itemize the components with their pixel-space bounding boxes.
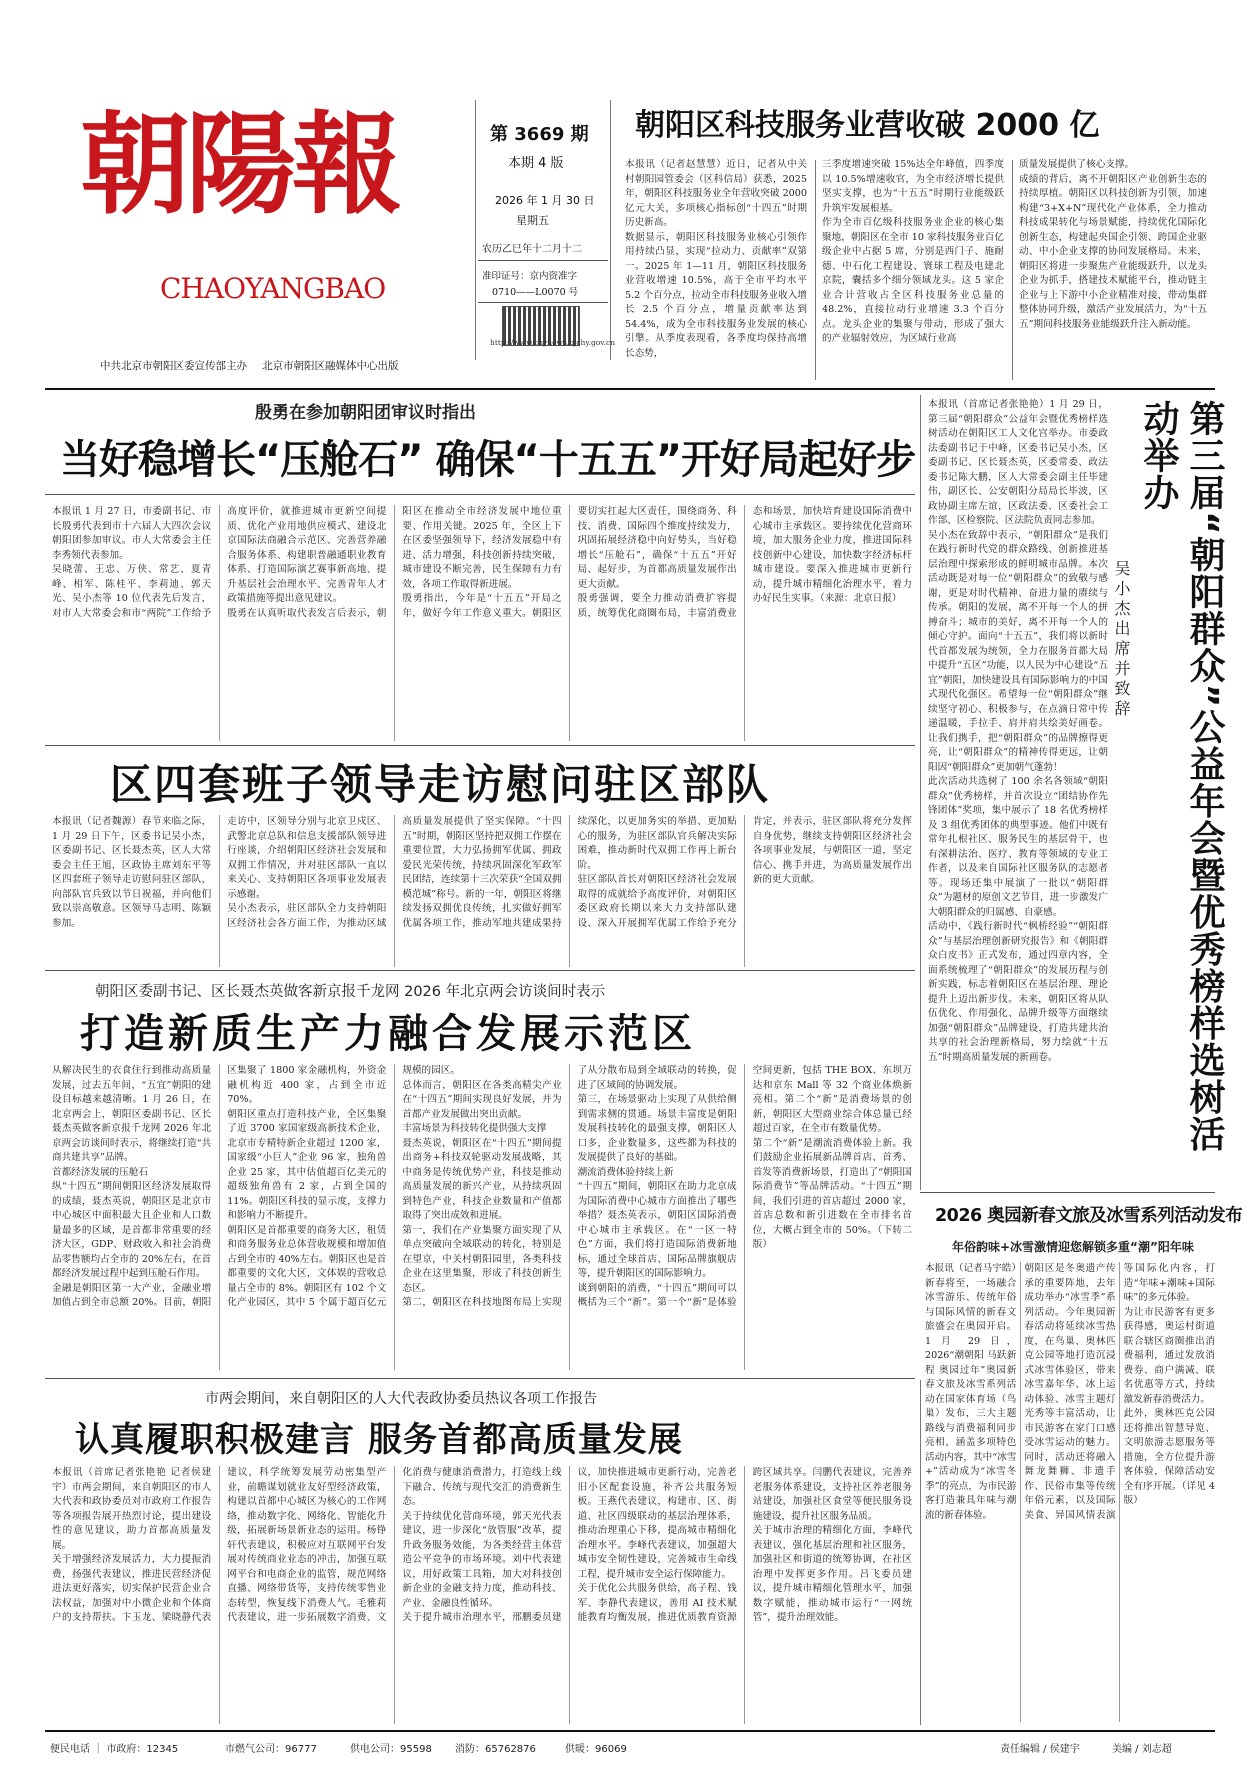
footer-hotline: 供电公司：95598 bbox=[350, 1744, 432, 1755]
story5-headline: 2026 奥园新春文旅及冰雪系列活动发布 bbox=[935, 1206, 1243, 1226]
newspaper-logo-latin: CHAOYANGBAO bbox=[160, 272, 386, 305]
story6-kicker: 市两会期间，来自朝阳区的人大代表政协委员热议各项工作报告 bbox=[205, 1391, 597, 1407]
edition-count: 本期 4 版 bbox=[508, 156, 564, 171]
story2-kicker: 殷勇在参加朝阳团审议时指出 bbox=[255, 403, 476, 423]
issue-number: 第 3669 期 bbox=[490, 124, 589, 145]
story3-headline: 区四套班子领导走访慰问驻区部队 bbox=[110, 760, 771, 809]
masthead bbox=[50, 40, 595, 340]
website-url[interactable]: http://www.chynews.bjchy.gov.cn bbox=[490, 338, 616, 347]
story3-body: 本报讯（记者魏源）春节来临之际，1 月 29 日下午，区委书记吴小杰，区委副书记、区长聂杰英，区人大常委会主任王旭，区政协主席刘东平等区四套班子领导走访慰问驻区部队，向部队官兵致以节日祝福，并向他们致以崇高敬意。区领导马志明、陈颖参加。 走访中，区领导分别与北京卫戍区、武警北京总队和信息支援部队领导进行座谈，介绍朝阳区经济社会发展和双拥工作情况，并对驻区部队一直以来关心、支持朝阳区各项事业发展表示感谢。 吴小杰表示，驻区部队全力支持朝阳区经济社会各方面工作，为推动区域高质量发展提供了坚实保障。“十四五”时期，朝阳区坚持把双拥工作摆在重要位置，大力弘扬拥军优属、拥政爱民光荣传统，持续巩固深化军政军民团结，连续第十三次荣获“全国双拥模范城”称号。新的一年，朝阳区将继续发扬双拥优良传统，扎实做好拥军优属各项工作，推动军地共建成果持续深化，以更加务实的举措、更加贴心的服务，为驻区部队官兵解决实际困难，推动新时代双拥工作再上新台阶。 驻区部队首长对朝阳区经济社会发展取得的成就给予高度评价，对朝阳区委区政府长期以来大力支持部队建设、深入开展拥军优属工作给予充分肯定，并表示，驻区部队将充分发挥自身优势，继续支持朝阳区经济社会各项事业发展，与朝阳区一道，坚定信心、携手并进，为高质量发展作出新的更大贡献。 bbox=[52, 816, 912, 929]
story6-body: 本报讯（首席记者张艳艳 记者侯建宇）市两会期间，来自朝阳区的市人大代表和政协委员对市政府工作报告等各项报告展开热烈讨论，提出建设性的意见建议，助力首都高质量发展。 关于增强经济发展活力，大力提振消费，扬强代表建议，推进民营经济促进法更好落实，切实保护民营企业合法权益，加强对中小微企业和个体商户的支持帮扶。卞玉龙、梁晓静代表建议，科学统筹发展劳动密集型产业，前瞻谋划就业友好型经济政策，构建以首都中心城区为核心的工作网络，推动数字化、网络化、智能化升级，拓展新场景新业态的运用。杨铮轩代表建议，积极应对互联网平台发展对传统商业业态的冲击，加强互联网平台和电商企业的监管，规范网络直播、网络带货等，支持传统零售业态转型，恢复线下消费人气。毛雅莉代表建议，进一步拓展数字消费、文化消费与健康消费潜力，打造线上线下融合、传统与现代交汇的消费新生态。 关于持续优化营商环境，郭天光代表建议，进一步深化“放管服”改革，提升政务服务效能，为各类经营主体营造公平竞争的市场环境。刘中代表建议，用好政策工具箱，加大对科技创新企业的金融支持力度，推动科技、产业、金融良性循环。 关于提升城市治理水平，邢鹏委员建议，加快推进城市更新行动，完善老旧小区配套设施，补齐公共服务短板。王燕代表建议，构建市、区、街道、社区四级联动的基层治理体系，推动治理重心下移，提高城市精细化治理水平。李峰代表建议，加强超大城市安全韧性建设，完善城市生命线工程，提升城市安全运行保障能力。 关于优化公共服务供给，高子程、钱军、李静代表建议，善用 AI 技术赋能教育均衡发展，推进优质教育资源跨区域共享。闫鹏代表建议，完善养老服务体系建设，支持社区养老服务站建设，加强社区食堂等便民服务设施建设，提升社区服务品质。 关于城市治理的精细化方面，李峰代表建议，强化基层治理和社区服务，加强社区和街道的统筹协调，在社区治理中发挥更多作用。吕飞委员建议，提升城市精细化管理水平，加强数字赋能，推动城市运行“一网统管”，提升治理效能。 bbox=[52, 1467, 912, 1623]
footer-editor: 责任编辑 / 侯建宇 bbox=[1000, 1744, 1080, 1755]
newspaper-logo: 朝陽報 bbox=[80, 100, 398, 229]
story4-body: 从解决民生的衣食住行到推动高质量发展，过去五年间，“五宜”朝阳的建设目标越来越清晰。1 月 26 日，在北京两会上，朝阳区委副书记、区长聂杰英做客新京报千龙网 2026 年北京两会访谈间时表示，将继续打造“共商共建共享”品牌。 首都经济发展的压舱石 纵“十四五”期间朝阳区经济发展取得的成绩，聂杰英说，朝阳区是北京市中心城区中面积最大且企业和人口数量最多的区域，是首都非常重要的经济大区，GDP、财政收入和社会消费品零售额均占全市的 20%左右，在首都经济发展过程中起到压舱石作用。 金融是朝阳区第一大产业，金融业增加值占到全市总额 20%。目前，朝阳区集聚了 1800 家金融机构，外资金融机构近 400 家，占到全市近 70%。 朝阳区重点打造科技产业，全区集聚了近 3700 家国家级高新技术企业，北京市专精特新企业超过 1200 家，国家级“小巨人”企业 96 家，独角兽企业 25 家，其中估值超百亿美元的超级独角兽有 2 家，占到全国的 11%。朝阳区科技的显示度，支撑力和影响力不断提升。 朝阳区是首都重要的商务大区，租赁和商务服务业总体营收规模和增加值占到全市的 40%左右。朝阳区也是首都重要的文化大区，文体娱的营收总量占全市的 8%。朝阳区有 102 个文化产业园区，其中 5 个属于超百亿元规模的园区。 总体而言，朝阳区在各类高精尖产业在“十四五”期间实现良好发展，并为首都产业发展做出突出贡献。 丰富场景为科技转化提供强大支撑 聂杰英说，朝阳区在“十四五”期间提出商务+科技双轮驱动发展战略，其中商务是传统优势产业，科技是推动高质量发展的新兴产业，从持续巩固到特色产业，科技企业数量和产值都取得了突出成效和进展。 第一，我们在产业集聚方面实现了从单点突破向全域联动的转化，特别是在望京，中关村朝阳园里，各类科技企业在这里集聚，形成了科技创新生态区。 第二，朝阳区在科技地图布局上实现了从分散布局到全域联动的转换，促进了区域间的协调发展。 第三，在场景驱动上实现了从供给侧到需求侧的贯通。场景丰富度是朝阳发展科技转化的最强支撑，朝阳区人口多，企业数量多，这些都为科技的发展提供了良好的基础。 潮流消费体验持续上新 “十四五”期间，朝阳区在助力北京成为国际消费中心城市方面推出了哪些举措？聂杰英表示，朝阳区国际消费中心城市主承载区。在“一区一特色”方面，我们将打造国际消费新地标，通过全球首店、国际品牌旗舰店等，提升朝阳区的国际影响力。 谈到朝阳的消费，“十四五”期间可以概括为三个“新”。第一个“新”是体验空间更新，包括 THE BOX、东坝万达和京东 Mall 等 32 个商业体焕新亮相。第二个“新”是消费场景的创新，朝阳区大型商业综合体总量已经超过百家，在全市有数量优势。 第二个“新”是潮流消费体验上新。我们鼓励企业拓展新品牌首店、首秀、首发等消费新场景，打造出了“朝阳国际消费节”等品牌活动。“十四五”期间，我们引进的首店超过 2000 家，首店总数和新引进数在全市排名首位，大概占到全市的 50%。（下转二版） bbox=[52, 1065, 912, 1308]
footer-hotline: 便民电话 ｜ 市政府：12345 bbox=[50, 1744, 179, 1755]
vertical-story-body: 本报讯（首席记者张艳艳）1 月 29 日，第三届“朝阳群众”公益年会暨优秀榜样选树活动在朝阳区工人文化宫举办。市委政法委副书记于中峰，区委书记吴小杰，区委副书记、区长聂杰英，区委常委、政法委书记陈大鹏，区人大常委会副主任毕建伟，副区长、公安朝阳分局局长毕波，区政协副主席左谊，区政法委、区委社会工作部、区检察院、区法院负责同志参加。 吴小杰在致辞中表示，“朝阳群众”是我们在践行新时代党的群众路线、创新推进基层治理中探索形成的鲜明城市品牌。本次活动既是对每一位“朝阳群众”的致敬与感谢，更是对时代精神、奋进力量的赓续与传承。朝阳的发展，离不开每一个人的拼搏奋斗；城市的美好，离不开每一个人的倾心守护。面向“十五五”，我们将以新时代首都发展为统领，全力在服务首都大局中提升“五区”功能，以人民为中心建设“五宜”朝阳，加快建设具有国际影响力的中国式现代化强区。希望每一位“朝阳群众”继续坚守初心、积极参与，在点滴日常中传递温暖，手拉手、肩并肩共绘美好画卷。让我们携手，把“朝阳群众”的品牌擦得更亮，让“朝阳群众”的精神传得更远，让朝阳因“朝阳群众”更加朝气蓬勃！ 此次活动共选树了 100 余名各领域“朝阳群众”优秀榜样，并首次设立“团结协作先锋团体”奖项，集中展示了 18 名优秀榜样及 3 组优秀团体的典型事迹。他们中既有常年扎根社区、服务民生的基层骨干，也有深耕法治、医疗、教育等领域的专业工作者，以及来自国际社区服务队的志愿者等。现场还集中展演了一批以“朝阳群众”为题材的原创文艺节目，进一步激发广大朝阳群众的归属感、自豪感。 活动中，《践行新时代“枫桥经验”“朝阳群众”与基层治理创新研究报告》和《朝阳群众白皮书》正式发布，通过四章内容，全面系统梳理了“朝阳群众”的发展历程与创新实践，标志着朝阳区在基层治理、理论提升上迈出新步伐。未来，朝阳区将从队伍优化、作用强化、品牌升级等方面继续加强“朝阳群众”品牌建设，打造共建共治共享的社会治理新格局，努力绘就“十五五”时期高质量发展的新画卷。 bbox=[928, 399, 1108, 1063]
footer-hotline: 市燃气公司：96777 bbox=[225, 1744, 317, 1755]
sponsor-line: 中共北京市朝阳区委宣传部主办 bbox=[100, 360, 247, 372]
footer-designer: 美编 / 刘志超 bbox=[1112, 1744, 1172, 1755]
story4-headline: 打造新质生产力融合发展示范区 bbox=[80, 1010, 696, 1057]
footer-hotline: 供暖：96069 bbox=[565, 1744, 627, 1755]
story2-headline: 当好稳增长“压舱石” 确保“十五五”开好局起好步 bbox=[60, 437, 916, 483]
footer-hotlines bbox=[50, 1740, 870, 1756]
lead-body-col3: 质量发展提供了核心支撑。 成绩的背后，离不开朝阳区产业创新生态的持续厚植。朝阳区以科技创新为引领，加速构建“3+X+N”现代化产业体系，全力推动科技成果转化与场景赋能，持续优化国际化创新生态，构建起央国企引领、跨国企业驱动、中小企业支撑的协同发展格局。未来，朝阳区将进一步聚焦产业能级跃升，以龙头企业为抓手，搭建技术赋能平台，推动链主企业与上下游中小企业精准对接，带动集群整体协同升级，激活产业发展活力，为“十五五”期间科技服务业能级跃升注入新动能。 bbox=[1019, 159, 1207, 330]
story5-body: 本报讯（记者马宇皓）新春将至，一场融合冰雪游乐、传统年俗与国际风情的新春文旅盛会在奥园开启。1 月 29 日，2026“潮朝阳 马跃新程 奥园过年”奥园新春文旅及冰雪系列活动在国家体育场（鸟巢）发布，三大主题路线与消费福利同步亮相，涵盖多项特色活动内容，其中“冰雪+”活动成为“冰雪冬季”的亮点，为市民游客打造兼具年味与潮流的新春体验。 朝阳区是冬奥遗产传承的重要阵地，去年成功举办“冰雪季”系列活动。今年奥园新春活动将延续冰雪热度，在鸟巢、奥林匹克公园等地打造沉浸式冰雪体验区，带来冰雪嘉年华、冰上运动体验、冰雪主题灯光秀等丰富活动，让市民游客在家门口感受冰雪运动的魅力。同时，活动还将融入舞龙舞狮、非遗手作、民俗市集等传统年俗元素，以及国际美食、异国风情表演等国际化内容，打造“年味+潮味+国际味”的多元体验。 为让市民游客有更多获得感，奥运村街道联合辖区商圈推出消费福利，通过发放消费券、商户满减、联名优惠等方式，持续激发新春消费活力。 此外，奥林匹克公园还将推出智慧导览、文明旅游志愿服务等措施，全方位提升游客体验，保障活动安全有序开展。（详见 4 版） bbox=[925, 1263, 1215, 1521]
story6-headline: 认真履职积极建言 服务首都高质量发展 bbox=[75, 1420, 683, 1460]
publisher-line: 北京市朝阳区融媒体中心出版 bbox=[262, 360, 399, 372]
story4-kicker: 朝阳区委副书记、区长聂杰英做客新京报千龙网 2026 年北京两会访谈间时表示 bbox=[95, 984, 606, 1000]
vertical-story-headline: 第三届“朝阳群众”公益年会暨优秀榜样选树活动举办 bbox=[1138, 400, 1225, 1153]
footer-hotline: 消防：65762876 bbox=[455, 1744, 536, 1755]
lead-headline: 朝阳区科技服务业营收破 2000 亿 bbox=[635, 108, 1100, 143]
registration-number: 准印证号：京内资准字 bbox=[482, 271, 578, 282]
lead-body-col1: 本报讯（记者赵慧慧）近日，记者从中关村朝阳园管委会（区科信局）获悉，2025 年，朝阳区科技服务业全年营收突破 2000 亿元大关，多项核心指标创“十四五”时期历史新高。 数据显示，朝阳区科技服务业核心引领作用持续凸显，实现“拉动力、贡献率”双第一。2025 年 1—11 月，朝阳区科技服务业营收增速 10.5%，高于全市平均水平 5.2 个百分点，拉动全市科技服务业收入增长 2.5 个百分点，增量贡献率达到 54.4%，成为全市科技服务业发展的核心引擎。从季度表现看，各季度均保持高增长态势， bbox=[625, 159, 807, 359]
story2-body: 本报讯 1 月 27 日，市委副书记、市长殷勇代表到市十六届人大四次会议朝阳团参加审议。市人大常委会主任李秀领代表参加。 吴晓蕾、王忠、万侠、常艺、夏青峰、相军、陈桂平、李莉迪、郭天光、吴小杰等 10 位代表先后发言，对市人大常委会和市“两院”工作给予高度评价，就推进城市更新空间提质、优化产业用地供应模式、建设北京国际法商融合示范区、完善营养融合服务体系、构建职普融通职业教育体系、打造国际演艺赛事新高地、提升基层社会治理水平、完善青年人才政策措施等提出意见建议。 殷勇在认真听取代表发言后表示，朝阳区在推动全市经济发展中地位重要、作用关键。2025 年，全区上下在区委坚强领导下，经济发展稳中有进、活力增强，科技创新持续突破，城市建设不断完善，民生保障有力有效，各项工作取得新进展。 殷勇指出，今年是“十五五”开局之年，做好今年工作意义重大。朝阳区要切实扛起大区责任，围绕商务、科技、消费、国际四个维度持续发力，巩固拓展经济稳中向好势头，当好稳增长“压舱石”，确保“十五五”开好局、起好步，为首都高质量发展作出更大贡献。 殷勇强调，要全力推动消费扩容提质，统筹优化商圈布局，丰富消费业态和场景，加快培育建设国际消费中心城市主承载区。要持续优化营商环境，加大服务企业力度，推进国际科技创新中心建设，加快数字经济标杆城市建设。要深入推进城市更新行动，提升城市精细化治理水平，着力办好民生实事。（来源：北京日报） bbox=[52, 506, 912, 619]
registration-number-2: 0710——L0070 号 bbox=[492, 287, 579, 298]
issue-date: 2026 年 1 月 30 日 bbox=[495, 194, 595, 207]
lunar-date: 农历乙巳年十二月十二 bbox=[482, 244, 582, 255]
vertical-story-sub: 吴小杰出席并致辞 bbox=[1112, 560, 1131, 720]
lead-body-col2: 三季度增速突破 15%达全年峰值，四季度以 10.5%增速收官，为全市经济增长提供坚实支撑，也为“十五五”时期行业能级跃升筑牢发展根基。 作为全市百亿级科技服务业企业的核心集聚地，朝阳区在全市 10 家科技服务业百亿级企业中占据 5 席，分别是西门子、施耐德、中石化工程建设、寰球工程及电建北京院，囊括多个细分领域龙头。这 5 家企业合计营收占全区科技服务业总量的 48.2%，直接拉动行业增速 3.3 个百分点。龙头企业的集聚与带动，形成了强大的产业辐射效应，为区域行业高 bbox=[822, 159, 1004, 344]
issue-weekday: 星期五 bbox=[516, 214, 549, 227]
story5-subheadline: 年俗韵味+冰雪激情迎您解锁多重“潮”阳年味 bbox=[952, 1240, 1194, 1254]
